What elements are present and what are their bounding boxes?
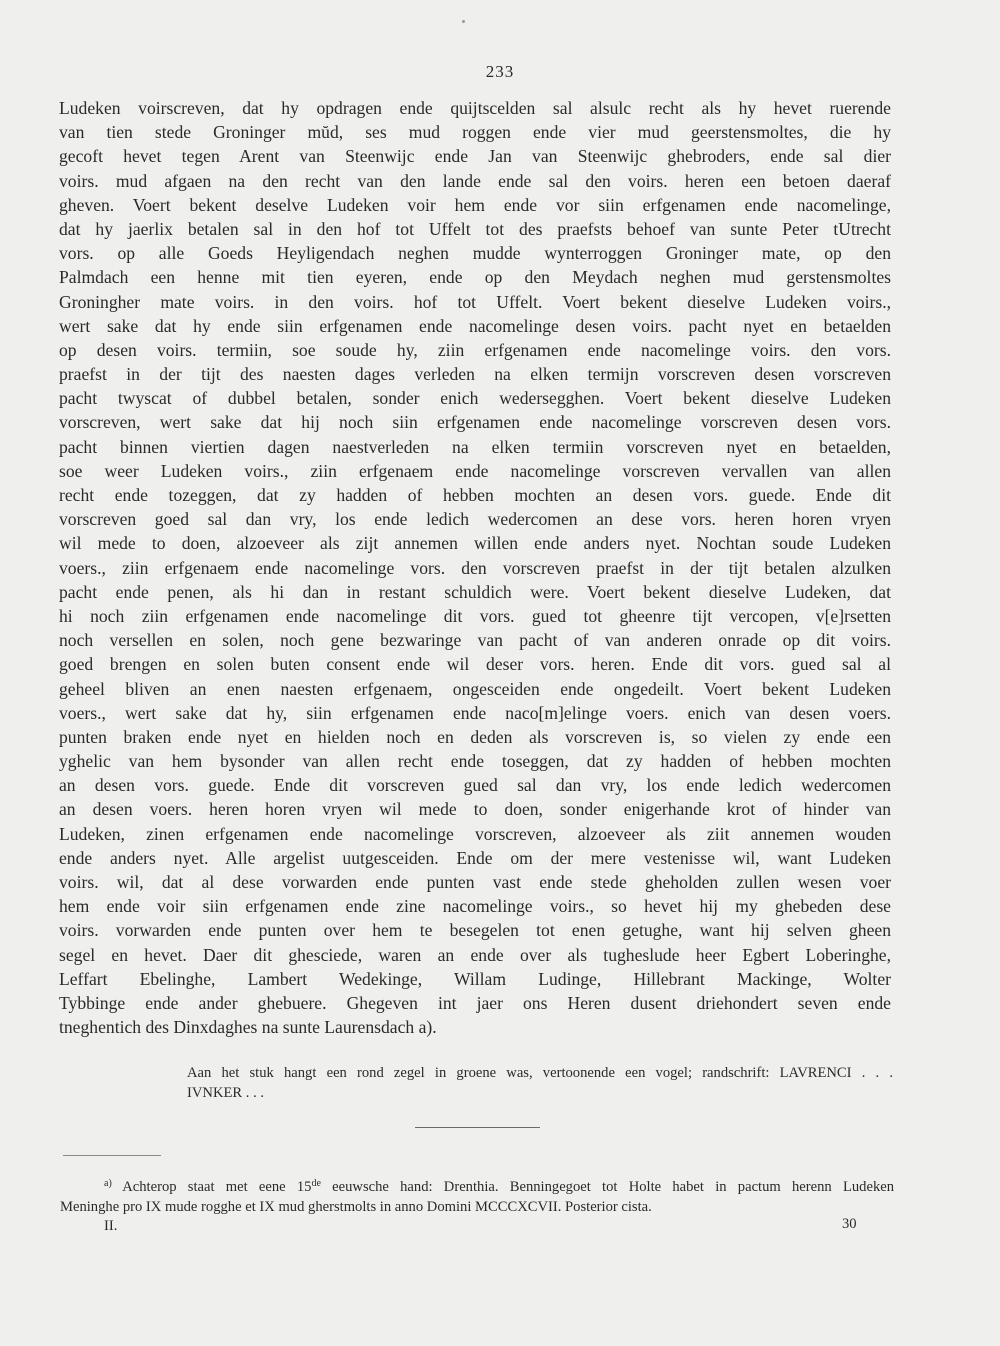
text-line: van tien stede Groninger mŭd, ses mud roggen ende vier mud geerstensmoltes, die hy [59,122,891,143]
footnote-text-a: Achterop staat met eene 15 [122,1179,312,1195]
footnote-text-b: eeuwsche hand: Drenthia. Benningegoet tot Holte habet in pactum herenn Ludeken [320,1179,895,1195]
text-line: voers., ziin erfgenaem ende nacomelinge vors. den vorscreven praefst in der tijt betalen alzulken [59,557,891,578]
text-line: yghelic van hem bysonder van allen recht ende toseggen, dat zy hadden of hebben mochten [59,751,891,772]
footnote-ordinal: de [311,1178,321,1189]
signature-mark: II. [104,1218,118,1234]
seal-note [187,1063,893,1103]
text-line: noch versellen en solen, noch gene bezwaringe van pacht of van anderen onrade op dit voirs. [59,630,891,651]
paper-speck [462,20,465,23]
text-line: vorscreven, wert sake dat hij noch siin erfgenamen ende nacomelinge vorscreven desen vors. [59,412,891,433]
text-line: praefst in der tijt des naesten dages verleden na elken termijn vorscreven desen vorscreven [59,364,891,385]
text-line: hem ende voir siin erfgenamen ende zine nacomelinge voirs., so hevet hij my ghebeden dese [59,896,891,917]
footnote-marker: a) [104,1178,112,1189]
text-line: voers., wert sake dat hy, siin erfgenamen ende naco[m]elinge voers. enich van desen voers. [59,702,891,723]
text-line: hi noch ziin erfgenamen ende nacomelinge dit vors. gued tot gheenre tijt vercopen, v[e]rsetten [59,605,891,626]
text-line: pacht twyscat of dubbel betalen, sonder enich wedersegghen. Voert bekent dieselve Ludeken [59,388,891,409]
sheet-number: 30 [842,1216,857,1232]
text-line: pacht ende penen, als hi dan in restant schuldich were. Voert bekent dieselve Ludeken, dat [59,581,891,602]
text-line: Leffart Ebelinghe, Lambert Wedekinge, Willam Ludinge, Hillebrant Mackinge, Wolter [59,968,891,989]
text-line: Ludeken, zinen erfgenamen ende nacomelinge vorscreven, alzoeveer als ziit annemen wouden [59,823,891,844]
charter-text [59,96,891,1039]
text-line: geheel bliven an enen naesten erfgenaem, ongesceiden ende ongedeilt. Voert bekent Ludeken [59,678,891,699]
text-line: Palmdach een henne mit tien eyeren, ende op den Meydach neghen mud gerstensmoltes [59,267,891,288]
text-line: recht ende tozeggen, dat zy hadden of hebben mochten an desen vors. guede. Ende dit [59,485,891,505]
text-line: tneghentich des Dinxdaghes na sunte Laurensdach a). [59,1017,437,1038]
footnote-line-1 [104,1174,894,1197]
text-line: wert sake dat hy ende siin erfgenamen ende nacomelinge desen voirs. pacht nyet en betaelden [59,315,891,336]
text-line: dat hy jaerlix betalen sal in den hof tot Uffelt tot des praefsts behoef van sunte Peter tUtrecht [59,218,891,239]
page-number: 233 [485,62,515,81]
text-line: vors. op alle Goeds Heyligendach neghen mudde wynterroggen Groninger mate, op den [59,243,891,264]
text-line: segel en hevet. Daer dit ghesciede, waren an ende over als tugheslude heer Egbert Loberinghe, [59,944,891,965]
text-line: op desen voirs. termiin, soe soude hy, ziin erfgenamen ende nacomelinge voirs. den vors. [59,339,891,360]
footnote [60,1174,895,1217]
footnote-line-2: Meninghe pro IX mude rogghe et IX mud gherstmolts in anno Domini MCCCXCVII. Posterior cista. [60,1199,652,1215]
text-line: ende anders nyet. Alle argelist uutgesceiden. Ende om der mere vestenisse wil, want Ludeken [59,847,891,868]
text-line: Tybbinge ende ander ghebuere. Ghegeven int jaer ons Heren dusent driehondert seven ende [59,992,891,1013]
text-line: Ludeken voirscreven, dat hy opdragen ende quijtscelden sal alsulc recht als hy hevet ruerende [59,98,891,118]
text-line: Groningher mate voirs. in den voirs. hof tot Uffelt. Voert bekent dieselve Ludeken voirs., [59,291,891,312]
seal-note-line-2: IVNKER . . . [187,1085,265,1101]
text-line: an desen voers. heren horen vryen wil mede to doen, sonder enigerhande krot of hinder van [59,799,891,820]
text-line: an desen vors. guede. Ende dit vorscreven gued sal dan vry, los ende ledich wedercomen [59,775,891,796]
text-line: pacht binnen viertien dagen naestverleden na elken termiin vorscreven nyet en betaelden, [59,436,891,457]
text-line: wil mede to doen, alzoeveer als zijt annemen willen ende anders nyet. Nochtan soude Ludeken [59,533,891,554]
footnote-rule [63,1155,161,1156]
text-line: gecoft hevet tegen Arent van Steenwijc ende Jan van Steenwijc ghebroders, ende sal dier [59,146,891,167]
text-line: vorscreven goed sal dan vry, los ende ledich wedercomen an dese vors. heren horen vryen [59,509,891,530]
text-line: voirs. mud afgaen na den recht van den lande ende sal den voirs. heren een betoen daeraf [59,170,891,191]
text-line: voirs. wil, dat al dese vorwarden ende punten vast ende stede gheholden zullen wesen voer [59,872,891,892]
text-line: voirs. vorwarden ende punten over hem te besegelen tot enen getughe, want hij selven gheen [59,920,891,941]
text-line: soe weer Ludeken voirs., ziin erfgenaem ende nacomelinge vorscreven vervallen van allen [59,460,891,481]
text-line: punten braken ende nyet en hielden noch en deden als vorscreven is, so vielen zy ende een [59,726,891,747]
text-line: gheven. Voert bekent deselve Ludeken voir hem ende vor siin erfgenamen ende nacomelinge, [59,194,891,215]
section-divider [415,1127,540,1128]
seal-note-line-1: Aan het stuk hangt een rond zegel in groene was, vertoonende een vogel; randschrift: LAVRENCI . . . [187,1065,893,1081]
text-line: goed brengen en solen buten consent ende wil deser vors. heren. Ende dit vors. gued sal al [59,654,891,675]
